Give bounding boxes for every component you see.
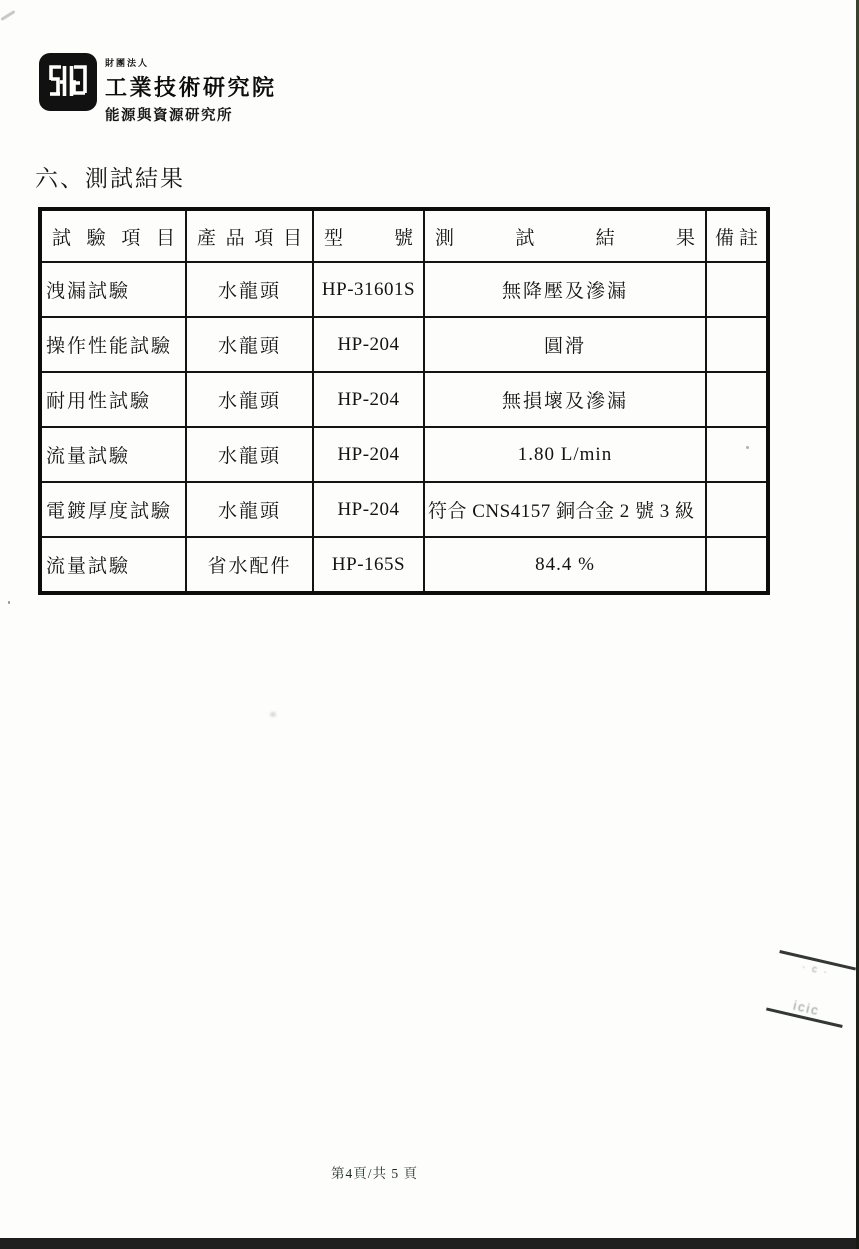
faint-stamp — [766, 950, 856, 1028]
cell-note — [706, 262, 768, 317]
col-header-test-item: 試 驗 項 目 — [40, 209, 186, 262]
table-row — [40, 537, 768, 593]
cell-test-item: 流量試驗 — [40, 427, 186, 482]
results-table — [38, 207, 770, 595]
cell-model: HP-204 — [313, 427, 424, 482]
stamp-text-fragment: · c · — [800, 961, 830, 979]
itri-logo-icon — [38, 52, 98, 112]
cell-note — [706, 317, 768, 372]
cell-product: 水龍頭 — [186, 317, 313, 372]
cell-model: HP-165S — [313, 537, 424, 593]
org-name-division: 能源與資源研究所 — [105, 108, 233, 124]
cell-product: 水龍頭 — [186, 427, 313, 482]
cell-result: 圓滑 — [424, 317, 706, 372]
scan-speck — [8, 601, 10, 604]
cell-result: 1.80 L/min — [424, 427, 706, 482]
cell-model: HP-204 — [313, 317, 424, 372]
cell-result: 符合 CNS4157 銅合金 2 號 3 級 — [424, 482, 706, 537]
cell-test-item: 電鍍厚度試驗 — [40, 482, 186, 537]
org-name-main: 工業技術研究院 — [105, 75, 277, 100]
col-header-model: 型 號 — [313, 209, 424, 262]
cell-test-item: 耐用性試驗 — [40, 372, 186, 427]
cell-test-item: 洩漏試驗 — [40, 262, 186, 317]
cell-note — [706, 482, 768, 537]
page-number: 第4頁/共 5 頁 — [331, 1166, 419, 1181]
results-table-header — [40, 209, 768, 262]
table-row — [40, 482, 768, 537]
cell-product: 省水配件 — [186, 537, 313, 593]
scan-speck — [270, 712, 276, 717]
col-header-product-item: 產 品 項 目 — [186, 209, 313, 262]
header-row — [40, 209, 768, 262]
cell-product: 水龍頭 — [186, 372, 313, 427]
org-name-block — [105, 52, 277, 125]
col-header-remarks: 備 註 — [706, 209, 768, 262]
scan-speck — [746, 446, 749, 449]
cell-note — [706, 537, 768, 593]
cell-product: 水龍頭 — [186, 482, 313, 537]
org-name-foundation: 財團法人 — [105, 58, 150, 68]
cell-product: 水龍頭 — [186, 262, 313, 317]
section-title: 六、測試結果 — [35, 166, 185, 191]
scan-smudge — [0, 10, 15, 21]
col-header-test-result: 測 試 結 果 — [424, 209, 706, 262]
cell-result: 無降壓及滲漏 — [424, 262, 706, 317]
cell-model: HP-31601S — [313, 262, 424, 317]
cell-model: HP-204 — [313, 482, 424, 537]
table-row — [40, 317, 768, 372]
cell-result: 84.4 % — [424, 537, 706, 593]
table-row — [40, 372, 768, 427]
cell-note — [706, 427, 768, 482]
cell-test-item: 流量試驗 — [40, 537, 186, 593]
table-row — [40, 427, 768, 482]
cell-result: 無損壞及滲漏 — [424, 372, 706, 427]
cell-model: HP-204 — [313, 372, 424, 427]
results-table-body — [40, 262, 768, 593]
cell-note — [706, 372, 768, 427]
cell-test-item: 操作性能試驗 — [40, 317, 186, 372]
scan-edge-bottom — [0, 1238, 859, 1249]
stamp-text-fragment: icic — [791, 997, 822, 1019]
org-header — [38, 52, 277, 125]
table-row — [40, 262, 768, 317]
